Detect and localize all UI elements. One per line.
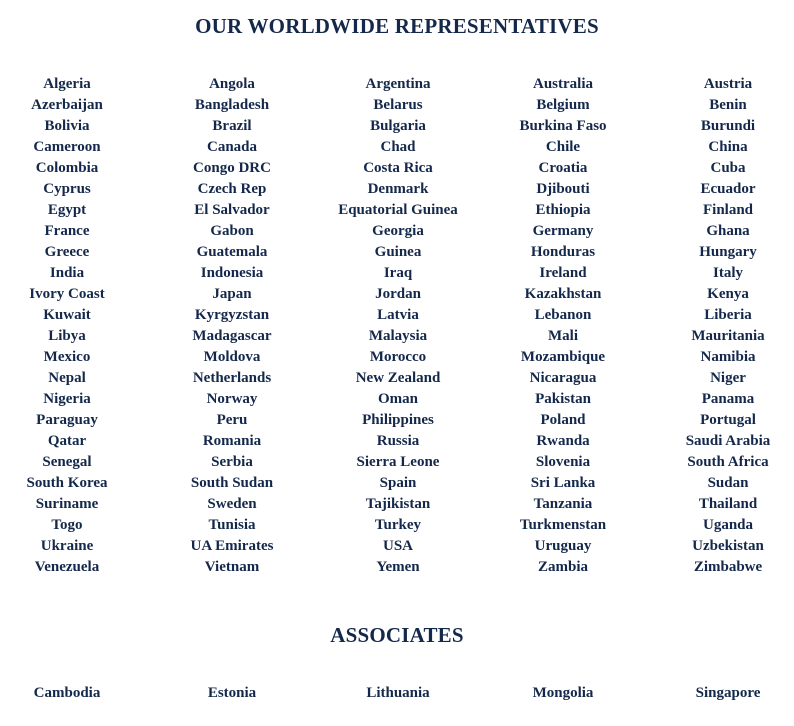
- country-item: Netherlands: [192, 370, 272, 386]
- country-item: Uzbekistan: [692, 538, 764, 554]
- country-item: Romania: [202, 433, 262, 449]
- country-item: Mexico: [43, 349, 91, 365]
- country-item: Niger: [710, 370, 746, 386]
- country-item: Rwanda: [536, 433, 590, 449]
- country-item: Cuba: [710, 160, 746, 176]
- country-item: Turkmenstan: [519, 517, 607, 533]
- country-item: Chad: [380, 139, 416, 155]
- country-item: Iraq: [383, 265, 413, 281]
- associate-column-5: [628, 683, 794, 704]
- country-item: Libya: [48, 328, 86, 344]
- country-item: Peru: [216, 412, 248, 428]
- country-item: Angola: [209, 76, 255, 92]
- country-item: Sudan: [707, 475, 749, 491]
- country-item: Bulgaria: [370, 118, 426, 134]
- country-item: Lebanon: [534, 307, 592, 323]
- country-item: Suriname: [35, 496, 99, 512]
- representatives-heading: OUR WORLDWIDE REPRESENTATIVES: [195, 14, 599, 38]
- country-item: Serbia: [211, 454, 253, 470]
- country-item: France: [44, 223, 90, 239]
- country-item: Ethiopia: [535, 202, 591, 218]
- country-item: Hungary: [699, 244, 757, 260]
- country-item: Uruguay: [534, 538, 592, 554]
- country-item: Namibia: [700, 349, 756, 365]
- country-item: Burundi: [700, 118, 756, 134]
- country-item: Australia: [533, 76, 593, 92]
- country-item: Nicaragua: [529, 370, 597, 386]
- country-item: Norway: [206, 391, 258, 407]
- associate-country-item: Cambodia: [33, 685, 101, 701]
- country-column-5: [628, 74, 794, 578]
- country-item: Mali: [548, 328, 578, 344]
- country-item: Vietnam: [204, 559, 260, 575]
- country-item: Jordan: [375, 286, 421, 302]
- country-item: Slovenia: [535, 454, 591, 470]
- associate-country-item: Singapore: [695, 685, 761, 701]
- country-item: Algeria: [43, 76, 91, 92]
- country-item: Nigeria: [43, 391, 91, 407]
- country-item: Sierra Leone: [356, 454, 440, 470]
- country-item: Nepal: [48, 370, 86, 386]
- country-item: Russia: [376, 433, 420, 449]
- country-item: Azerbaijan: [31, 97, 103, 113]
- country-item: Saudi Arabia: [685, 433, 771, 449]
- country-item: Malaysia: [368, 328, 428, 344]
- country-item: Costa Rica: [363, 160, 433, 176]
- country-item: Tanzania: [533, 496, 593, 512]
- country-item: Cyprus: [43, 181, 91, 197]
- country-item: Indonesia: [200, 265, 264, 281]
- country-item: Philippines: [362, 412, 434, 428]
- country-item: South Africa: [687, 454, 769, 470]
- country-item: Panama: [701, 391, 755, 407]
- country-item: Canada: [206, 139, 258, 155]
- country-item: Burkina Faso: [519, 118, 607, 134]
- country-item: Latvia: [377, 307, 419, 323]
- country-item: Benin: [709, 97, 747, 113]
- country-item: Croatia: [538, 160, 588, 176]
- country-item: Ukraine: [40, 538, 94, 554]
- country-item: Senegal: [42, 454, 92, 470]
- country-item: Poland: [540, 412, 586, 428]
- country-item: Finland: [702, 202, 754, 218]
- country-item: Djibouti: [536, 181, 590, 197]
- country-item: South Korea: [26, 475, 108, 491]
- country-item: Ireland: [539, 265, 587, 281]
- country-item: USA: [382, 538, 413, 554]
- country-item: Pakistan: [535, 391, 591, 407]
- country-item: Zambia: [537, 559, 588, 575]
- country-item: Togo: [51, 517, 83, 533]
- country-item: Venezuela: [34, 559, 100, 575]
- country-item: Mauritania: [691, 328, 765, 344]
- country-item: Turkey: [374, 517, 422, 533]
- country-item: Ecuador: [700, 181, 756, 197]
- country-item: Bolivia: [44, 118, 90, 134]
- country-item: South Sudan: [190, 475, 274, 491]
- country-item: Greece: [44, 244, 90, 260]
- associates-heading: ASSOCIATES: [330, 623, 464, 647]
- country-item: Tajikistan: [365, 496, 431, 512]
- country-item: Brazil: [212, 118, 252, 134]
- country-item: El Salvador: [194, 202, 270, 218]
- country-item: Sweden: [207, 496, 257, 512]
- country-item: Ivory Coast: [29, 286, 105, 302]
- country-item: Equatorial Guinea: [338, 202, 458, 218]
- country-item: Sri Lanka: [530, 475, 596, 491]
- country-item: Portugal: [700, 412, 756, 428]
- country-item: New Zealand: [355, 370, 441, 386]
- country-item: Yemen: [376, 559, 420, 575]
- country-item: Georgia: [372, 223, 424, 239]
- country-item: Tunisia: [208, 517, 256, 533]
- country-item: Oman: [377, 391, 418, 407]
- country-item: Qatar: [47, 433, 87, 449]
- country-item: Zimbabwe: [693, 559, 763, 575]
- country-item: Kazakhstan: [524, 286, 602, 302]
- country-item: Honduras: [530, 244, 596, 260]
- country-item: Cameroon: [33, 139, 101, 155]
- country-item: UA Emirates: [190, 538, 274, 554]
- country-item: Guinea: [374, 244, 422, 260]
- country-item: Kenya: [707, 286, 749, 302]
- country-item: Belarus: [373, 97, 423, 113]
- country-item: Morocco: [369, 349, 427, 365]
- country-item: Thailand: [698, 496, 758, 512]
- country-item: Belgium: [536, 97, 590, 113]
- country-item: Chile: [545, 139, 581, 155]
- country-item: Gabon: [210, 223, 254, 239]
- country-item: Austria: [703, 76, 753, 92]
- country-item: Moldova: [203, 349, 261, 365]
- country-item: Uganda: [702, 517, 754, 533]
- country-item: Spain: [379, 475, 417, 491]
- country-item: Paraguay: [36, 412, 98, 428]
- country-item: Guatemala: [196, 244, 268, 260]
- country-item: Congo DRC: [193, 160, 271, 176]
- country-item: Italy: [713, 265, 743, 281]
- country-item: Liberia: [704, 307, 752, 323]
- country-item: Mozambique: [520, 349, 606, 365]
- country-item: Egypt: [47, 202, 87, 218]
- country-item: Argentina: [365, 76, 431, 92]
- country-item: Colombia: [35, 160, 99, 176]
- associate-country-item: Mongolia: [532, 685, 594, 701]
- country-item: Bangladesh: [194, 97, 270, 113]
- country-item: China: [708, 139, 748, 155]
- country-item: Japan: [212, 286, 252, 302]
- country-item: India: [49, 265, 85, 281]
- country-item: Kyrgyzstan: [194, 307, 270, 323]
- associate-country-item: Lithuania: [366, 685, 430, 701]
- country-item: Madagascar: [192, 328, 272, 344]
- country-item: Czech Rep: [197, 181, 267, 197]
- associate-country-item: Estonia: [207, 685, 257, 701]
- country-item: Ghana: [706, 223, 750, 239]
- country-item: Denmark: [367, 181, 429, 197]
- country-item: Germany: [532, 223, 594, 239]
- country-item: Kuwait: [43, 307, 91, 323]
